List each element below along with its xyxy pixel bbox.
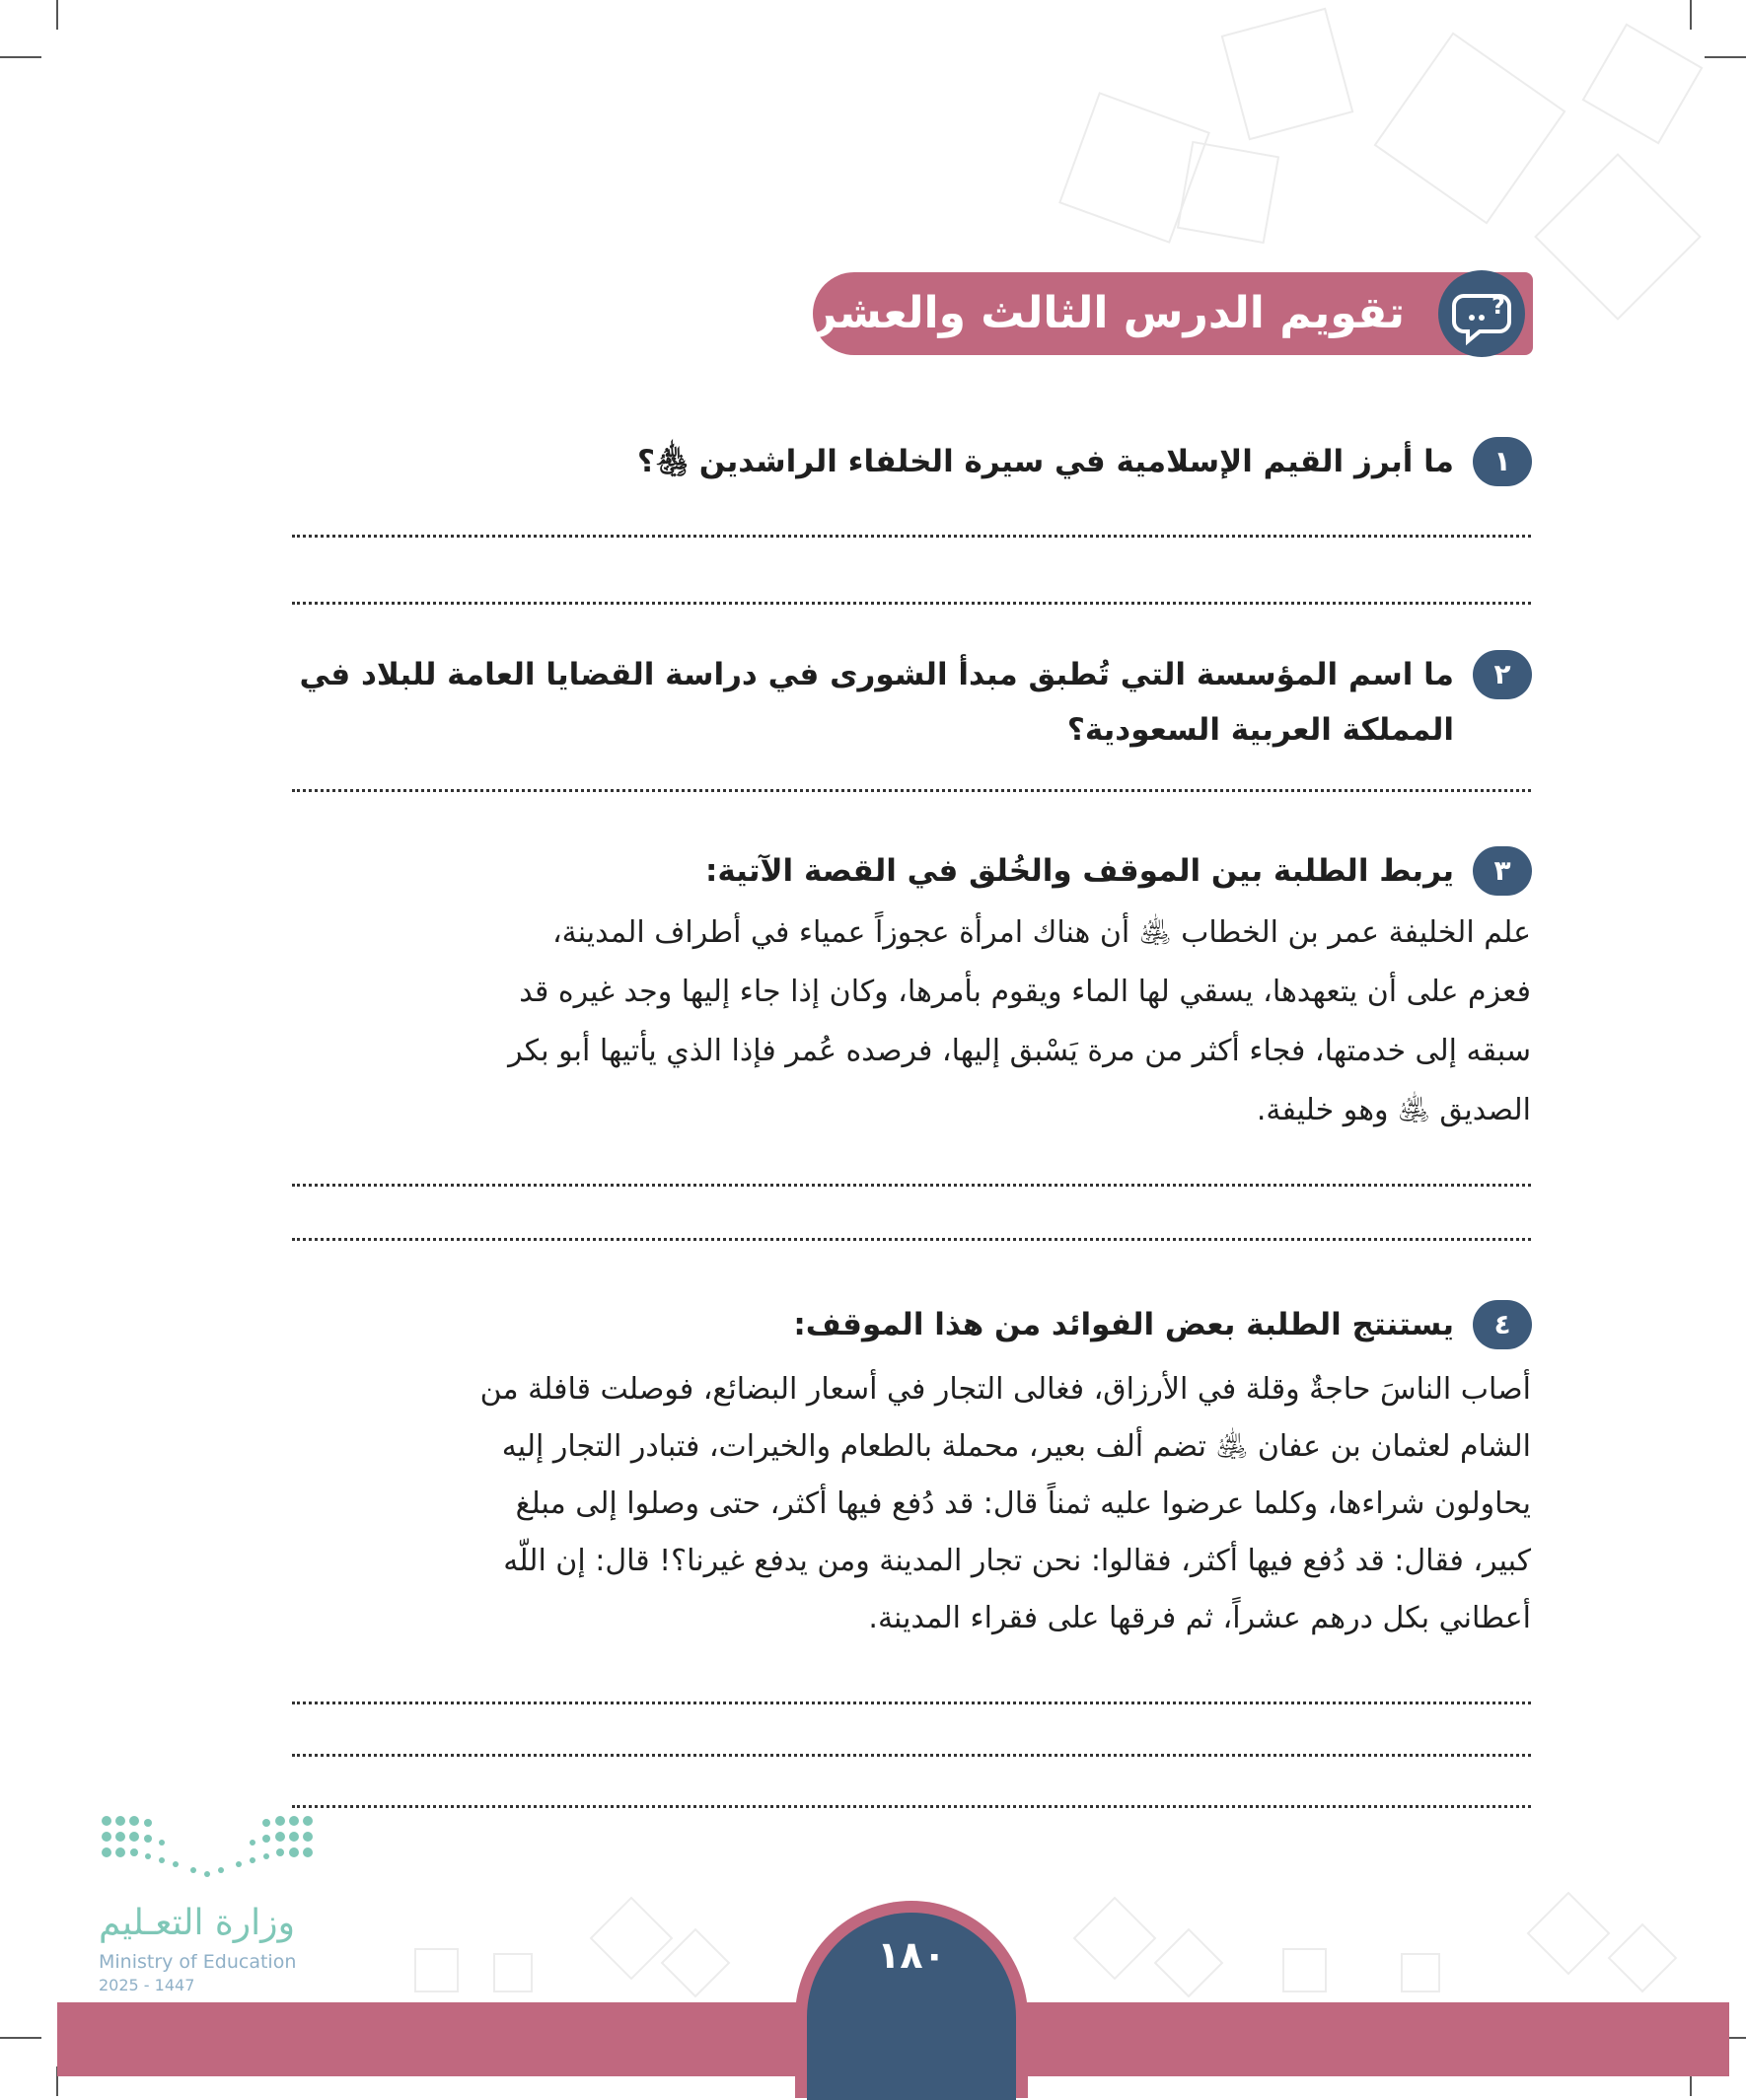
question-3-badge: ٣ — [1473, 846, 1532, 896]
story-2-line: الشام لعثمان بن عفان ﵁ تضم ألف بعير، محملة بالطعام والخيرات، فتبادر التجار إليه — [501, 1429, 1531, 1464]
question-bubble-icon — [1434, 266, 1529, 361]
question-1-text: ما أبرز القيم الإسلامية في سيرة الخلفاء الراشدين ﵃؟ — [636, 444, 1454, 479]
decor-square — [1582, 24, 1704, 145]
answer-line — [292, 1184, 1531, 1187]
decor-square — [1154, 1928, 1224, 1998]
question-2-badge: ٢ — [1473, 650, 1532, 699]
decor-square — [1527, 1892, 1611, 1976]
svg-text:?: ? — [1491, 292, 1505, 320]
question-4-text: يستنتج الطلبة بعض الفوائد من هذا الموقف: — [793, 1307, 1454, 1342]
story-2-line: يحاولون شراءها، وكلما عرضوا عليه ثمناً قال: قد دُفع فيها أكثر، حتى وصلوا إلى مبلغ — [515, 1486, 1531, 1521]
decor-square — [1401, 1953, 1440, 1992]
decor-square — [493, 1953, 533, 1992]
story-1-line: فعزم على أن يتعهدها، يسقي لها الماء ويقوم بأمرها، وكان إذا جاء إليها وجد غيره قد — [519, 975, 1531, 1009]
question-2-text-line-2: المملكة العربية السعودية؟ — [1066, 712, 1454, 748]
crop-mark — [0, 2037, 41, 2039]
decor-square — [1177, 141, 1279, 244]
question-4-badge: ٤ — [1473, 1300, 1532, 1349]
answer-line — [292, 1238, 1531, 1241]
crop-mark — [56, 0, 58, 30]
decor-square — [1221, 8, 1354, 141]
story-1-line: سبقه إلى خدمتها، فجاء أكثر من مرة يَسْبق إليها، فرصده عُمر فإذا الذي يأتيها أبو بكر — [508, 1034, 1531, 1068]
answer-line — [292, 1754, 1531, 1757]
ministry-year: 2025 - 1447 — [99, 1976, 195, 1994]
crop-mark — [1690, 0, 1692, 30]
decor-square — [590, 1897, 674, 1981]
question-2-text-line-1: ما اسم المؤسسة التي تُطبق مبدأ الشورى في دراسة القضايا العامة للبلاد في — [299, 657, 1454, 692]
decor-square — [1534, 153, 1702, 321]
decor-square — [1608, 1923, 1678, 1993]
story-1-line: علم الخليفة عمر بن الخطاب ﵁ أن هناك امرأة عجوزاً عمياء في أطراف المدينة، — [551, 915, 1531, 950]
answer-line — [292, 535, 1531, 538]
decor-square — [1282, 1948, 1327, 1992]
answer-line — [292, 602, 1531, 605]
decor-square — [414, 1948, 459, 1992]
lesson-title-banner — [756, 272, 1533, 355]
question-3-text: يربط الطلبة بين الموقف والخُلق في القصة الآتية: — [704, 853, 1454, 889]
story-1-line: الصديق ﵁ وهو خليفة. — [1256, 1093, 1531, 1127]
ministry-name-arabic: وزارة التعـليم — [99, 1903, 295, 1943]
decor-square — [1073, 1897, 1157, 1981]
answer-line — [292, 789, 1531, 792]
answer-line — [292, 1702, 1531, 1704]
story-2-line: أعطاني بكل درهم عشراً، ثم فرقها على فقراء المدينة. — [868, 1601, 1531, 1635]
decor-square — [1374, 33, 1566, 225]
question-1-badge: ١ — [1473, 437, 1532, 486]
story-2-line: كبير، فقال: قد دُفع فيها أكثر، فقالوا: نحن تجار المدينة ومن يدفع غيرنا؟! قال: إن اللّه — [503, 1544, 1531, 1578]
page-number: ١٨٠ — [877, 1933, 946, 1977]
ministry-logo-icon — [99, 1813, 316, 1882]
answer-line — [292, 1805, 1531, 1808]
ministry-name-english: Ministry of Education — [99, 1951, 297, 1973]
crop-mark — [0, 56, 41, 58]
page-title: تقويم الدرس الثالث والعشرين — [756, 288, 1405, 338]
crop-mark — [1705, 56, 1746, 58]
story-2-line: أصاب الناسَ حاجةٌ وقلة في الأرزاق، فغالى التجار في أسعار البضائع، فوصلت قافلة من — [479, 1372, 1531, 1407]
